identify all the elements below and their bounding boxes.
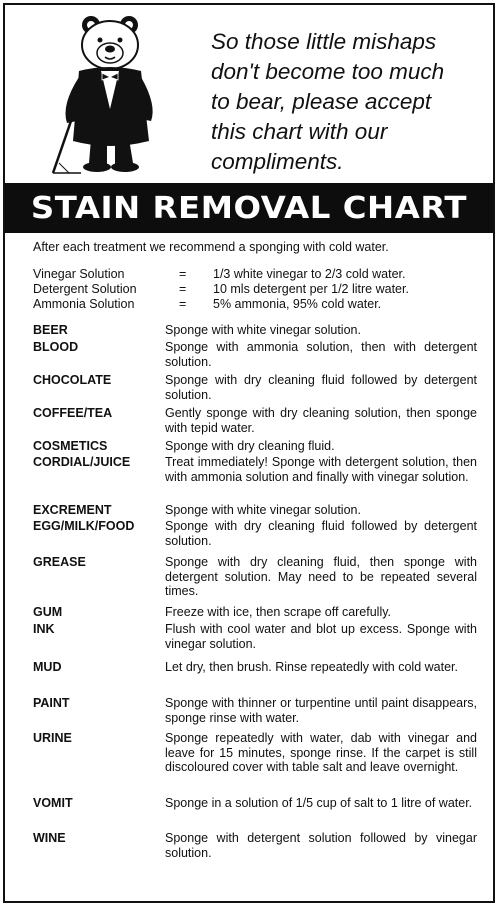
stain-treatment: Sponge in a solution of 1/5 cup of salt to 1 litre of water. xyxy=(165,796,473,810)
bear-mascot-illustration xyxy=(39,13,179,179)
stain-row-mud xyxy=(33,660,477,696)
stain-treatment: Sponge with dry cleaning fluid, then sponge with detergent solution. May need to be repeated several times. xyxy=(165,555,477,598)
stain-treatment: Sponge repeatedly with water, dab with vinegar and leave for 15 minutes, sponge rinse. If the carpet is still discoloured cover with table salt and leave overnight. xyxy=(165,731,477,774)
solution-name: Detergent Solution xyxy=(33,282,137,296)
stain-name: BLOOD xyxy=(33,340,79,354)
solution-recipe: 1/3 white vinegar to 2/3 cold water. xyxy=(213,267,406,281)
stain-name: INK xyxy=(33,622,55,636)
solution-row xyxy=(33,297,473,312)
stain-treatment: Sponge with white vinegar solution. xyxy=(165,503,361,517)
stain-row-beer xyxy=(33,323,477,340)
stain-name: WINE xyxy=(33,831,66,845)
stain-name: CORDIAL/JUICE xyxy=(33,455,131,469)
chart-header xyxy=(5,5,493,183)
stain-row-excrement xyxy=(33,503,477,519)
stain-name: GUM xyxy=(33,605,63,619)
stain-name: COSMETICS xyxy=(33,439,108,453)
stain-row-chocolate xyxy=(33,373,477,406)
stain-row-cosmetics xyxy=(33,439,477,455)
solution-row xyxy=(33,267,473,282)
stain-name: PAINT xyxy=(33,696,70,710)
stain-row-cordial-juice xyxy=(33,455,477,503)
stain-treatment: Let dry, then brush. Rinse repeatedly with cold water. xyxy=(165,660,458,674)
stain-treatment: Treat immediately! Sponge with detergent solution, then with ammonia solution and finally with vinegar solution. xyxy=(165,455,477,484)
stain-treatment: Sponge with white vinegar solution. xyxy=(165,323,361,337)
equals-sign: = xyxy=(179,267,187,281)
solution-name: Vinegar Solution xyxy=(33,267,125,281)
stain-row-paint xyxy=(33,696,477,731)
stain-name: URINE xyxy=(33,731,72,745)
stain-name: CHOCOLATE xyxy=(33,373,112,387)
solution-name: Ammonia Solution xyxy=(33,297,135,311)
chart-title: STAIN REMOVAL CHART xyxy=(30,190,468,226)
title-banner xyxy=(5,183,493,233)
stain-list xyxy=(33,323,477,864)
intro-text: After each treatment we recommend a sponging with cold water. xyxy=(33,240,389,254)
stain-name: VOMIT xyxy=(33,796,73,810)
stain-row-ink xyxy=(33,622,477,660)
solution-definitions xyxy=(33,267,473,312)
stain-treatment: Sponge with ammonia solution, then with detergent solution. xyxy=(165,340,477,369)
stain-row-egg-milk-food xyxy=(33,519,477,555)
stain-treatment: Gently sponge with dry cleaning solution, then sponge with tepid water. xyxy=(165,406,477,435)
stain-name: MUD xyxy=(33,660,62,674)
stain-treatment: Flush with cool water and blot up excess. Sponge with vinegar solution. xyxy=(165,622,477,651)
stain-treatment: Sponge with dry cleaning fluid. xyxy=(165,439,335,453)
stain-name: BEER xyxy=(33,323,68,337)
stain-row-urine xyxy=(33,731,477,796)
equals-sign: = xyxy=(179,297,187,311)
stain-name: GREASE xyxy=(33,555,86,569)
stain-row-vomit xyxy=(33,796,477,831)
stain-name: COFFEE/TEA xyxy=(33,406,113,420)
stain-row-blood xyxy=(33,340,477,373)
stain-treatment: Freeze with ice, then scrape off carefully. xyxy=(165,605,392,619)
stain-row-coffee-tea xyxy=(33,406,477,439)
stain-treatment: Sponge with detergent solution followed by vinegar solution. xyxy=(165,831,477,860)
stain-treatment: Sponge with thinner or turpentine until paint disappears, sponge rinse with water. xyxy=(165,696,477,725)
stain-row-wine xyxy=(33,831,477,864)
stain-treatment: Sponge with dry cleaning fluid followed by detergent solution. xyxy=(165,373,477,402)
stain-name: EGG/MILK/FOOD xyxy=(33,519,135,533)
stain-name: EXCREMENT xyxy=(33,503,112,517)
stain-chart-card xyxy=(3,3,495,903)
equals-sign: = xyxy=(179,282,187,296)
stain-row-gum xyxy=(33,605,477,622)
solution-recipe: 5% ammonia, 95% cold water. xyxy=(213,297,382,311)
stain-row-grease xyxy=(33,555,477,605)
solution-recipe: 10 mls detergent per 1/2 litre water. xyxy=(213,282,409,296)
stain-treatment: Sponge with dry cleaning fluid followed by detergent solution. xyxy=(165,519,477,548)
header-tagline: So those little mishaps don't become too much to bear, please accept this chart with our compliments. xyxy=(211,29,445,174)
solution-row xyxy=(33,282,473,297)
